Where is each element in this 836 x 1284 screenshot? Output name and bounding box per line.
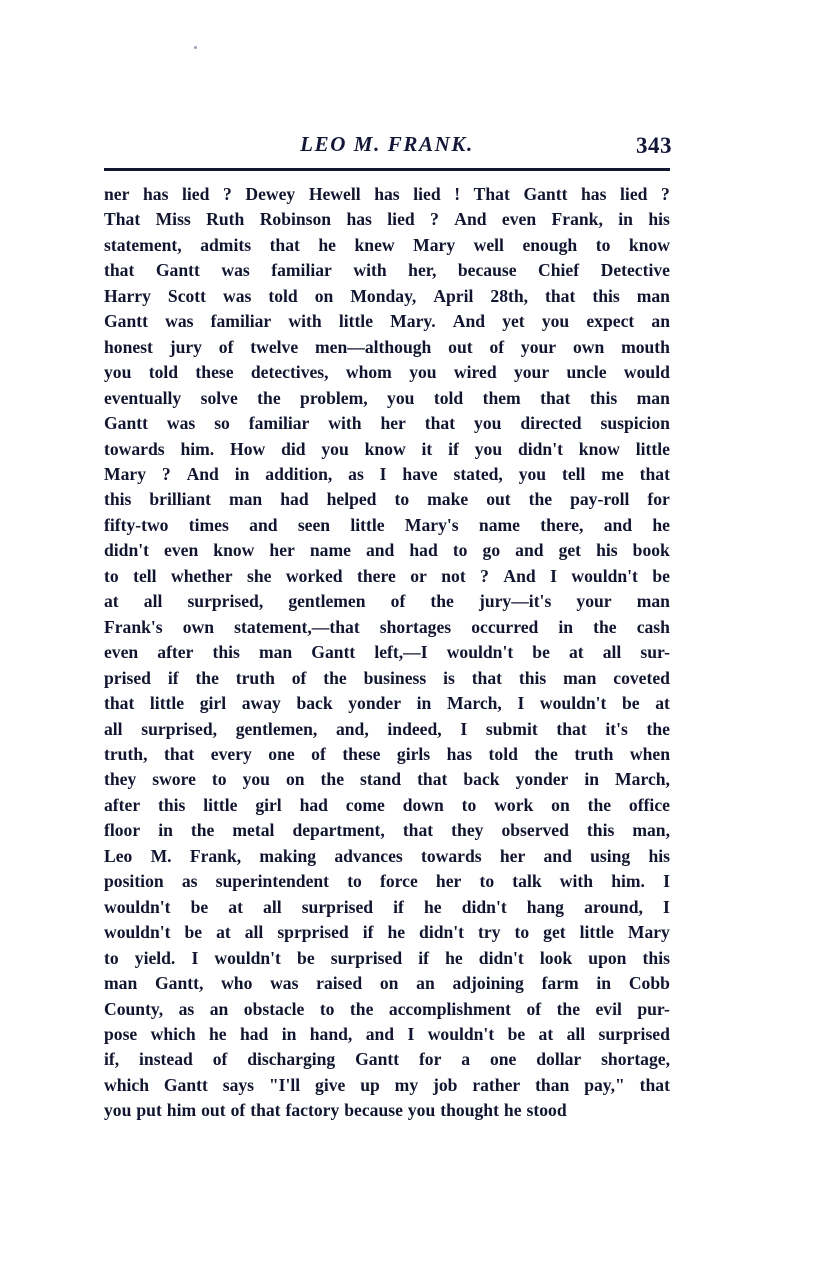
body-line: fifty-two times and seen little Mary's name there, and he — [104, 514, 670, 535]
body-line: prised if the truth of the business is that this man coveted — [104, 667, 670, 688]
body-line: even after this man Gantt left,—I wouldn't be at all sur- — [104, 642, 670, 663]
body-line: man Gantt, who was raised on an adjoining farm in Cobb — [104, 973, 670, 994]
body-line: Harry Scott was told on Monday, April 28th, that this man — [104, 285, 670, 306]
body-line: to yield. I wouldn't be surprised if he didn't look upon this — [104, 947, 670, 968]
body-line: didn't even know her name and had to go and get his book — [104, 540, 670, 561]
body-text — [104, 182, 670, 1124]
body-line: Leo M. Frank, making advances towards her and using his — [104, 845, 670, 866]
body-line: statement, admits that he knew Mary well enough to know — [104, 234, 670, 255]
body-line: ner has lied ? Dewey Hewell has lied ! That Gantt has lied ? — [104, 184, 670, 204]
body-line: they swore to you on the stand that back yonder in March, — [104, 769, 670, 790]
body-line: that Gantt was familiar with her, because Chief Detective — [104, 260, 670, 281]
body-line: Gantt was so familiar with her that you directed suspicion — [104, 413, 670, 434]
body-line: all surprised, gentlemen, and, indeed, I submit that it's the — [104, 718, 670, 739]
body-line: honest jury of twelve men—although out of your own mouth — [104, 336, 670, 357]
body-line: wouldn't be at all surprised if he didn't hang around, I — [104, 896, 670, 917]
header-rule — [104, 168, 670, 171]
paragraph — [104, 182, 670, 1124]
body-line: Mary ? And in addition, as I have stated, you tell me that — [104, 463, 670, 484]
body-line: County, as an obstacle to the accomplishment of the evil pur- — [104, 998, 670, 1019]
body-line: this brilliant man had helped to make out the pay-roll for — [104, 489, 670, 510]
body-line: floor in the metal department, that they observed this man, — [104, 820, 670, 841]
page-speck — [194, 46, 197, 49]
running-title: LEO M. FRANK. — [300, 132, 474, 156]
body-line: that little girl away back yonder in March, I wouldn't be at — [104, 693, 670, 714]
body-line: position as superintendent to force her to talk with him. I — [104, 871, 670, 892]
body-line: towards him. How did you know it if you didn't know little — [104, 438, 670, 459]
body-line: you put him out of that factory because you thought he stood — [104, 1100, 567, 1121]
body-line: at all surprised, gentlemen of the jury—it's your man — [104, 591, 670, 612]
body-line: after this little girl had come down to work on the office — [104, 794, 670, 815]
body-line: wouldn't be at all sprprised if he didn't try to get little Mary — [104, 922, 670, 943]
body-line: eventually solve the problem, you told them that this man — [104, 387, 670, 408]
body-line: That Miss Ruth Robinson has lied ? And even Frank, in his — [104, 209, 670, 230]
body-line: to tell whether she worked there or not ? And I wouldn't be — [104, 565, 670, 586]
body-line: pose which he had in hand, and I wouldn't be at all surprised — [104, 1023, 670, 1044]
page-header — [104, 132, 670, 157]
body-line: you told these detectives, whom you wired your uncle would — [104, 362, 670, 383]
page-number: 343 — [636, 133, 672, 158]
body-line: Gantt was familiar with little Mary. And yet you expect an — [104, 311, 670, 332]
body-line: truth, that every one of these girls has told the truth when — [104, 743, 670, 764]
body-line: if, instead of discharging Gantt for a one dollar shortage, — [104, 1049, 670, 1070]
body-line: which Gantt says "I'll give up my job rather than pay," that — [104, 1074, 670, 1095]
body-line: Frank's own statement,—that shortages occurred in the cash — [104, 616, 670, 637]
